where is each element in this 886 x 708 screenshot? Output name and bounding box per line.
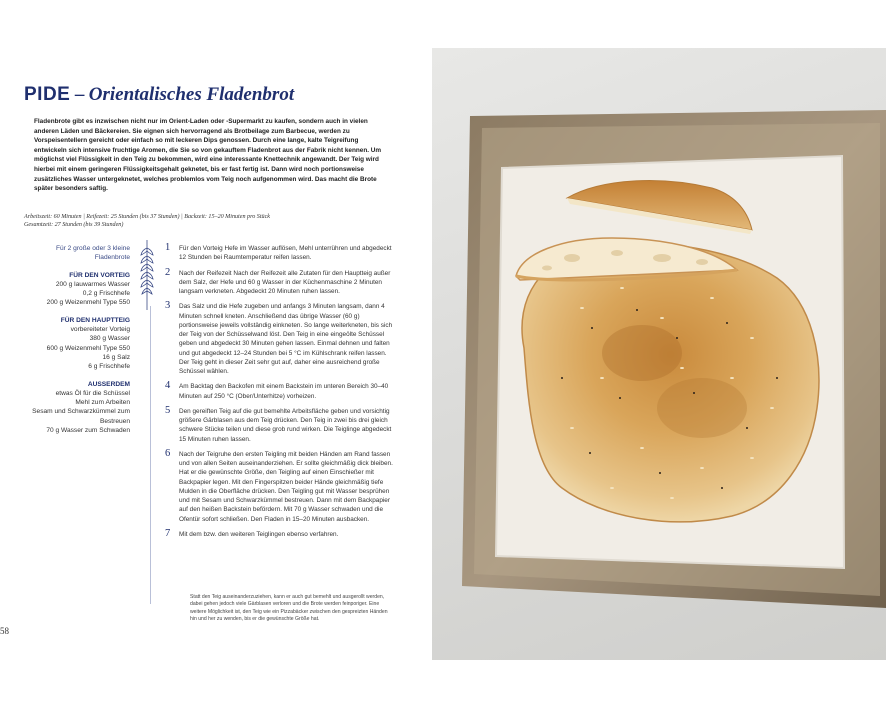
time-line-1: Arbeitszeit: 60 Minuten | Reifezeit: 25 Stunden (bis 37 Stunden) | Backzeit: 15–20 Minuten pro Stück [24,214,270,220]
ingredient-group-title: AUSSERDEM [87,380,130,388]
time-line-2: Gesamtzeit: 27 Stunden (bis 39 Stunden) [24,221,124,228]
instruction-step [165,447,395,524]
yield-line: Für 2 große oder 3 kleine [55,245,130,252]
flatbread-photo [432,48,886,660]
step-number: 7 [165,527,171,539]
book-spread [0,48,886,660]
step-number: 6 [165,447,171,459]
page-number: 58 [0,626,9,636]
ingredient-item: 600 g Weizenmehl Type 550 [46,344,130,352]
instruction-step [165,382,395,401]
instruction-step [165,404,395,444]
step-number: 4 [165,380,171,392]
instruction-step [165,527,395,539]
step-text: Für den Vorteig Hefe im Wasser auflösen, Mehl unterrühren und abgedeckt 12 Stunden bei Raumtemperatur reifen lassen. [179,245,392,262]
yield-text [16,244,130,263]
step-text: Am Backtag den Backofen mit einem Backstein im unteren Bereich 30–40 Minuten auf 250 °C (Ober/Unterhitze) vorheizen. [179,383,389,400]
title-main: PIDE [24,84,71,105]
step-number: 3 [165,300,171,312]
ingredient-group-title: FÜR DEN VORTEIG [69,271,130,279]
yield-line: Fladenbrote [94,254,130,262]
tip-note: Statt den Teig auseinanderzuziehen, kann er auch gut bemehlt und ausgerollt werden, dabei gehen jedoch viele Gärblasen verloren und die Brote werden feinporiger. Eine weitere Möglichkeit ist, den Teig wie ein Pizzabäcker zwischen den gespreizten Händen hin und her zu wenden, bis er die gewünschte Größe hat. [190,594,388,623]
instruction-step [165,302,395,376]
left-page [0,48,432,660]
ingredient-item: Bestreuen [99,417,130,425]
photo-page [432,48,886,660]
ingredient-item: etwas Öl für die Schüssel [55,389,130,397]
recipe-title [24,84,294,106]
intro-paragraph: Fladenbrote gibt es inzwischen nicht nur im Orient-Laden oder -Supermarkt zu kaufen, sondern auch in vielen anderen Läden und Bäckereien. Sie eignen sich hervorragend als Brotbeilage zum Barbecue, werden zu Vorspeisentellern gereicht oder einfach so mit leckeren Dips genossen. Durch eine lange, kalte Teigreifung entwickeln sich intensive fruchtige Aromen, die Sie so von gekauftem Fladenbrot aus der Fabrik nicht kennen. Um möglichst viel Flüssigkeit in den Teig zu bekommen, wird eine interessante Knettechnik angewandt. Der Teig wird hierbei mit einem geringeren Flüssigkeitsgehalt geknetet, bis er fast fertig ist. Dann wird noch portionsweise zusätzliches Wasser untergeknetet, welches problemlos vom Teig noch aufgenommen wird. Das macht die Brote später besonders saftig. [34,118,382,193]
step-number: 1 [165,242,171,253]
ingredient-item: 380 g Wasser [89,335,130,343]
step-text: Mit dem bzw. den weiteren Teiglingen ebenso verfahren. [179,530,339,538]
ingredient-item: 200 g lauwarmes Wasser [55,280,130,288]
ingredient-item: Mehl zum Arbeiten [75,399,130,407]
step-text: Nach der Reifezeit Nach der Reifezeit alle Zutaten für den Hauptteig außer dem Salz, der Hefe und 60 g Wasser in der Küchenmaschine 2 Minuten langsam verkneten. Abgedeckt 20 Minuten ruhen lassen. [179,269,391,295]
ingredient-item: vorbereiteter Vorteig [70,326,130,334]
ingredient-item: 6 g Frischhefe [88,363,130,371]
instruction-steps [165,244,395,545]
ingredient-item: 16 g Salz [102,353,130,361]
step-text: Den gereiften Teig auf die gut bemehlte Arbeitsfläche geben und vorsichtig größere Gärblasen aus dem Teig drücken. Den Teig in zwei bis drei gleich schwere Stücke teilen und diese grob rund wirken. Die Teiglinge abgedeckt 15 Minuten ruhen lassen. [179,407,392,443]
ingredient-item: 200 g Weizenmehl Type 550 [46,299,130,307]
step-text: Das Salz und die Hefe zugeben und anfangs 3 Minuten langsam, dann 4 Minuten schnell kneten. Anschließend das übrige Wasser (60 g) portionsweise jeweils vollständig einkneten. So lange weiterkneten, bis sich der Teig von der Schüsselwand löst. Den Teig in eine eingeölte Schüssel geben und abgedeckt 30 Minuten gehen lassen. Einmal dehnen und falten und gut abgedeckt 12–24 Stunden bei 5 °C im Kühlschrank reifen lassen. Der Teig geht in dieser Zeit sehr gut auf, daher eine ausreichend große Schüssel wählen. [179,303,393,375]
ingredient-item: 70 g Wasser zum Schwaden [46,427,130,435]
title-subtitle: Orientalisches Fladenbrot [88,84,295,105]
step-number: 2 [165,266,171,278]
time-info [24,214,404,230]
title-dash: – [74,84,85,105]
ingredient-item: Sesam und Schwarzkümmel zum [32,408,130,416]
ingredient-item: 0,2 g Frischhefe [82,290,130,298]
instruction-step [165,244,395,263]
step-text: Nach der Teigruhe den ersten Teigling mit beiden Händen am Rand fassen und von allen Seiten auseinanderziehen. Er sollte gleichmäßig dick bleiben. Hat er die gewünschte Größe, den Teigling auf einen Einschießer mit Backpapier legen. Mit den Fingerspitzen beider Hände gleichmäßig tiefe Mulden in die Oberfläche drücken. Den Teigling gut mit Wasser besprühen und mit Sesam und Schwarzkümmel bestreuen. Dann mit dem Backpapier auf den heißen Backstein befördern. Mit 70 g Wasser schwaden und die Ofentür sofort schließen. Den Fladen in 15–20 Minuten ausbacken. [179,450,393,523]
instruction-step [165,266,395,297]
ingredients-list [16,244,130,435]
column-divider [150,306,151,604]
big-flatbread [522,243,819,521]
ingredient-group-title: FÜR DEN HAUPTTEIG [60,316,130,324]
step-number: 5 [165,404,171,416]
wheat-ear-icon [138,240,156,310]
